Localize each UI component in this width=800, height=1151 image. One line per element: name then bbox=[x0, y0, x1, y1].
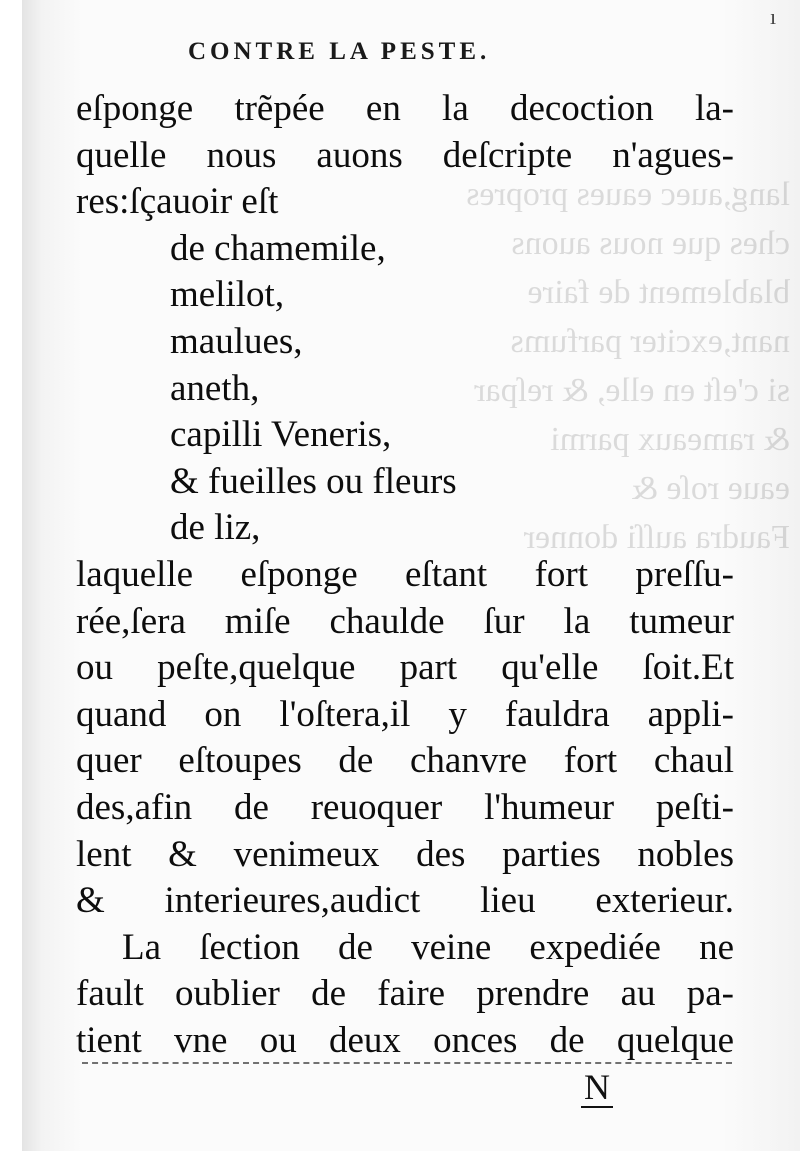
text-line: laquelle eſponge eſtant fort preſſu- bbox=[76, 554, 734, 595]
text-line: quer eſtoupes de chanvre fort chaul bbox=[76, 740, 734, 782]
running-head: CONTRE LA PESTE. bbox=[188, 38, 491, 65]
text-line: tient vne ou deux onces de quelque bbox=[76, 1020, 734, 1061]
text-line: lent & venimeux des parties nobles bbox=[76, 833, 734, 875]
text-line: quand on l'oſtera,il y fauldra appli- bbox=[76, 693, 734, 735]
text-line: aneth, bbox=[170, 367, 260, 409]
text-line: res:ſçauoir eſt bbox=[76, 181, 279, 223]
corner-mark: ı bbox=[770, 4, 777, 29]
text-line: eſponge trẽpée en la decoction la- bbox=[76, 88, 734, 129]
signature-mark: N bbox=[581, 1068, 613, 1108]
text-line: des,afin de reuoquer l'humeur peſti- bbox=[76, 787, 734, 828]
bottom-rule bbox=[82, 1062, 732, 1064]
text-line: ou peſte,quelque part qu'elle ſoit.Et bbox=[76, 647, 734, 689]
text-line: fault oublier de faire prendre au pa- bbox=[76, 973, 734, 1015]
text-line: & interieures,audict lieu exterieur. bbox=[76, 880, 734, 922]
page-gutter bbox=[0, 0, 22, 1151]
text-line: maulues, bbox=[170, 321, 303, 362]
text-line: & fueilles ou fleurs bbox=[170, 460, 457, 502]
text-line: de liz, bbox=[170, 507, 261, 549]
text-line: quelle nous auons deſcripte n'agues- bbox=[76, 134, 734, 176]
text-line: melilot, bbox=[170, 274, 285, 316]
text-line: de chamemile, bbox=[170, 227, 386, 269]
text-line: rée,ſera miſe chaulde ſur la tumeur bbox=[76, 600, 734, 642]
text-line: capilli Veneris, bbox=[170, 414, 392, 456]
text-line: La ſection de veine expediée ne bbox=[122, 926, 734, 968]
